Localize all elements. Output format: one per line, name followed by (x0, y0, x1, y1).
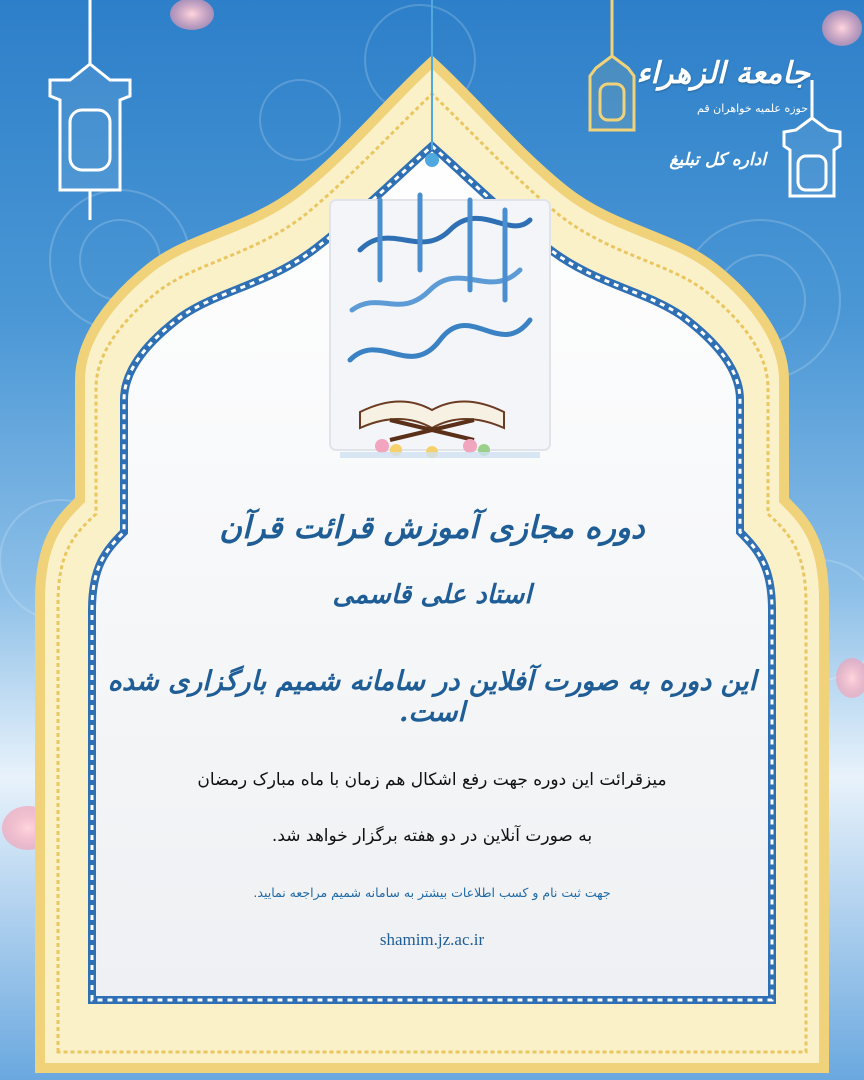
logo-department: اداره کل تبلیغ (669, 150, 766, 170)
logo-title: جامعة الزهراء (636, 56, 810, 91)
registration-note: جهت ثبت نام و کسب اطلاعات بیشتر به سامانه شمیم مراجعه نمایید. (253, 885, 611, 900)
logo-subtitle: حوزه علمیه خواهران قم (697, 102, 808, 115)
teacher-name: استاد علی قاسمی (332, 580, 532, 610)
website-link[interactable]: shamim.jz.ac.ir (379, 930, 485, 949)
course-title: دوره مجازی آموزش قرائت قرآن (219, 510, 645, 546)
body-line-1: میزقرائت این دوره جهت رفع اشکال هم زمان با ماه مبارک رمضان (197, 770, 667, 790)
offline-notice: این دوره به صورت آفلاین در سامانه شمیم بارگزاری شده است. (107, 666, 757, 728)
body-line-2: به صورت آنلاین در دو هفته برگزار خواهد شد. (271, 826, 593, 846)
